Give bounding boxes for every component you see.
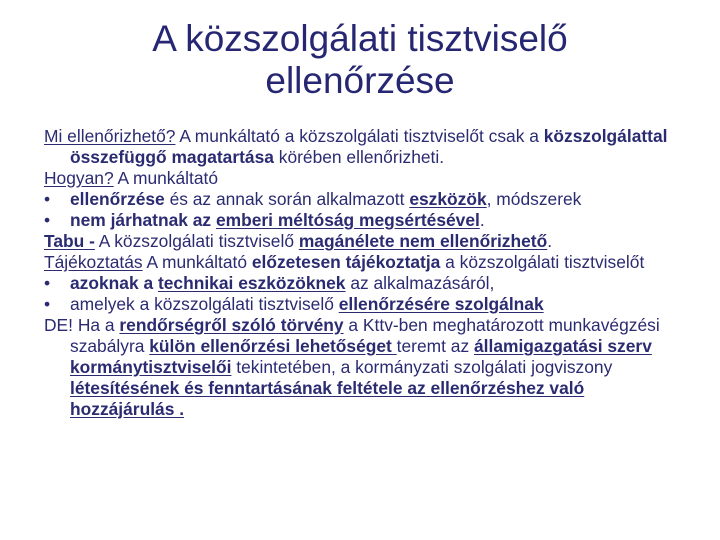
text: körében ellenőrizheti.	[278, 147, 445, 167]
emphasis-underlined-text: rendőrségről szóló törvény	[119, 315, 344, 335]
text: az alkalmazásáról,	[345, 273, 495, 293]
emphasis-underlined-text: külön ellenőrzési lehetőséget	[149, 336, 397, 356]
text: teremt az	[396, 336, 474, 356]
section-label: Tabu -	[44, 231, 95, 251]
text: , módszerek	[486, 189, 582, 209]
slide-title	[0, 18, 720, 102]
emphasis-underlined-text: technikai eszközöknek	[157, 273, 346, 293]
paragraph-taboo	[44, 231, 684, 252]
bullet-item-technical-tools	[44, 273, 684, 294]
text: amelyek a közszolgálati tisztviselő	[70, 294, 339, 314]
question-label: Hogyan?	[44, 168, 114, 188]
paragraph-but	[44, 315, 684, 420]
bullet-icon: •	[44, 210, 51, 230]
emphasis-text: előzetesen tájékoztatja	[251, 252, 441, 272]
text: a közszolgálati tisztviselőt	[440, 252, 645, 272]
slide-body	[44, 126, 684, 420]
emphasis-text: ellenőrzése	[70, 189, 165, 209]
text: A munkáltató	[142, 252, 252, 272]
emphasis-underlined-text: ellenőrzésére szolgálnak	[338, 294, 544, 314]
bullet-item-human-dignity	[44, 210, 684, 231]
paragraph-how	[44, 168, 684, 189]
emphasis-underlined-text: létesítésének és fenntartásának feltétele az ellenőrzéshez való hozzájárulás .	[70, 378, 585, 419]
emphasis-underlined-text: magánélete nem ellenőrizhető	[298, 231, 548, 251]
text: .	[479, 210, 485, 230]
paragraph-information	[44, 252, 684, 273]
emphasis-underlined-text: államigazgatási szerv kormánytisztviselői	[70, 336, 652, 377]
text: DE! Ha a	[44, 315, 120, 335]
bullet-icon: •	[44, 294, 51, 314]
paragraph-what-can-be-checked	[44, 126, 684, 168]
emphasis-text: közszolgálattal összefüggő magatartása	[70, 126, 668, 167]
text: tekintetében, a kormányzati szolgálati jogviszony	[231, 357, 613, 377]
slide-title-line-2: ellenőrzése	[265, 60, 455, 101]
text: .	[547, 231, 553, 251]
slide-title-line-1: A közszolgálati tisztviselő	[152, 18, 568, 59]
bullet-item-control-purpose	[44, 294, 684, 315]
emphasis-underlined-text: emberi méltóság megsértésével	[215, 210, 480, 230]
emphasis-text: nem járhatnak az	[70, 210, 216, 230]
text: A munkáltató	[113, 168, 219, 188]
text: A munkáltató a közszolgálati tisztviselőt csak a	[175, 126, 544, 146]
emphasis-underlined-text: eszközök	[409, 189, 487, 209]
text: a Kttv-ben meghatározott munkavégzési szabályra	[70, 315, 660, 356]
bullet-icon: •	[44, 189, 51, 209]
bullet-icon: •	[44, 273, 51, 293]
text: A közszolgálati tisztviselő	[94, 231, 299, 251]
emphasis-text: azoknak a	[70, 273, 158, 293]
text: és az annak során alkalmazott	[164, 189, 410, 209]
question-label: Mi ellenőrizhető?	[44, 126, 176, 146]
bullet-item-control-tools	[44, 189, 684, 210]
section-label: Tájékoztatás	[44, 252, 143, 272]
